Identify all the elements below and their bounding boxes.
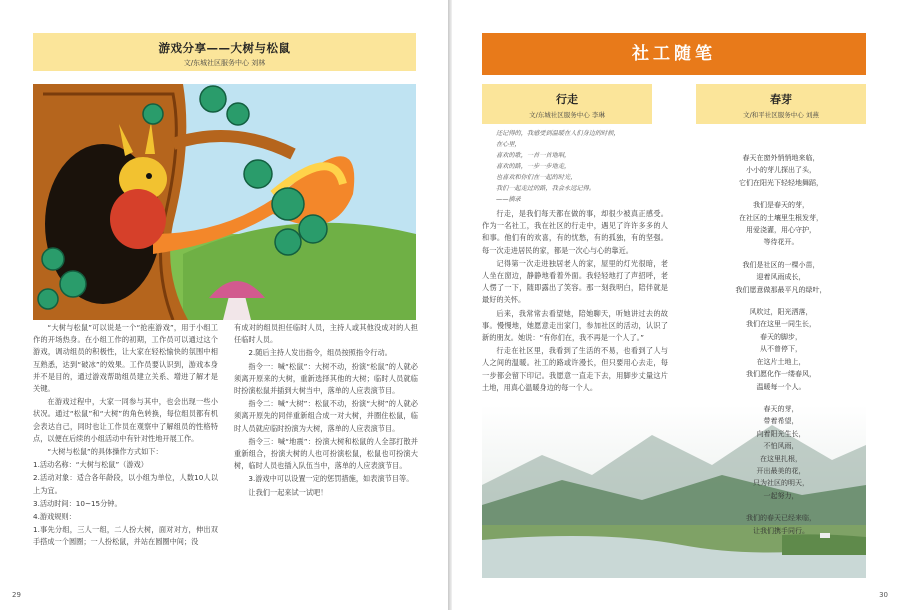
left-column-2	[234, 322, 418, 500]
poem-line: 我们愿意做那最平凡的绿叶，	[735, 285, 827, 294]
paragraph: 3.游戏中可以设置一定的惩罚措施，如表演节目等。	[248, 474, 414, 484]
article2-poem	[696, 152, 866, 537]
article-header	[33, 33, 416, 71]
paragraph: 指令三：喊“地震”：扮演大树和松鼠的人全部打散并重新组合，扮演大树的人也可扮演松鼠，松鼠也可扮演大树，临时人员也插入队伍当中，落单的人应表演节目。	[234, 436, 418, 471]
poem-line: 在这里扎根，	[760, 454, 802, 463]
right-page	[452, 0, 900, 610]
paragraph: 2.随后主持人发出指令，组员按照指令行动。	[248, 348, 392, 358]
article2-title: 春芽	[770, 93, 792, 106]
paragraph: 行走在社区里，我看到了生活的不易，也看到了人与人之间的温暖。社工的路或许漫长，但只要用心去走，每一步都会留下印记。我愿意一直走下去，用脚步丈量这片土地，用真心温暖身边的每一个人。	[482, 346, 668, 392]
poem-line: 也喜欢和你们在一起的时光，	[496, 174, 577, 181]
poem-line: 我们愿化作一缕春风，	[746, 370, 816, 379]
poem-line: 还记得的，我感受到温暖在人们身边的时候，	[496, 130, 620, 137]
paragraph: “大树与松鼠”可以说是一个“抢座游戏”，用于小组工作的开场热身。在小组工作的初期，工作员可以通过这个游戏，调动组员的积极性，让大家在轻松愉快的氛围中相互熟悉，达到“破冰”的效果。工作员要认识到，游戏本身并不是目的，通过游戏帮助组员建立关系、增进了解才是关键。	[33, 323, 218, 394]
poem-line: 春天的脚步，	[760, 332, 802, 341]
list-item: 2.活动对象：适合各年龄段，以小组为单位，人数10人以上为宜。	[33, 473, 218, 495]
page-number: 30	[879, 591, 888, 599]
page-number: 29	[12, 591, 21, 599]
stanza-gap	[696, 249, 866, 259]
paragraph: 指令二：喊“大树”：松鼠不动，扮演“大树”的人就必须离开原先的同伴重新组合成一对大树，并圈住松鼠，临时人员就应临时扮演为大树，落单的人应表演节目。	[234, 399, 418, 433]
stanza-gap	[696, 502, 866, 512]
tree-squirrel-painting	[33, 84, 416, 320]
poem-line: 在心里，	[496, 141, 521, 148]
poem-line: 风吹过，阳光洒落，	[749, 308, 813, 317]
poem-line: 温暖每一个人。	[756, 382, 806, 391]
paragraph: 行走，是我们每天都在做的事，却很少被真正感受。作为一名社工，我在社区的行走中，遇见了许许多多的人和事。他们有的欢喜，有的忧愁，有的孤独，有的坚强。每一次走进居民的家，都是一次心与心的靠近。	[482, 209, 668, 255]
poem-line: ——摘录	[496, 196, 521, 203]
list-item: 4.游戏规则：	[33, 512, 76, 522]
poem-line: 开出最美的花，	[756, 466, 806, 475]
poem-line: 我们是社区的一棵小苗，	[742, 260, 820, 269]
poem-line: 不怕风雨，	[763, 442, 799, 451]
article1-header	[482, 84, 652, 124]
poem-line: 等待花开。	[763, 238, 799, 247]
article2-byline: 文/和平社区服务中心 刘燕	[743, 111, 819, 119]
poem-line: 我们的春天已经来临，	[746, 514, 816, 523]
poem-line: 喜欢的歌，一首一首地唱，	[496, 152, 571, 159]
painting-illustration	[33, 84, 416, 320]
list-item: 1.活动名称：“大树与松鼠”（游戏）	[33, 460, 148, 470]
list-item: 3.活动时间：10~15分钟。	[33, 498, 122, 508]
poem-line: 带着希望，	[763, 417, 799, 426]
paragraph: 在游戏过程中，大家一同参与其中，也会出现一些小状况。通过“松鼠”和“大树”的角色转换，每位组员都有机会表达自己，同时也让工作员在观察中了解组员的性格特点，以便在后续的小组活动中有针对性地开展工作。	[33, 397, 218, 443]
article1-title: 行走	[556, 93, 578, 106]
poem-line: 它们在阳光下轻轻地舞蹈，	[739, 178, 823, 187]
article-byline: 文/东城社区服务中心 刘林	[183, 59, 266, 67]
poem-line: 喜欢的路，一步一步地走，	[496, 163, 571, 170]
stanza-gap	[696, 393, 866, 403]
poem-line: 只为社区的明天，	[753, 479, 809, 488]
article1-epigraph	[496, 128, 656, 205]
poem-line: 春天的芽，	[763, 404, 799, 413]
left-column-1	[33, 322, 218, 550]
section-banner: 社工随笔	[482, 33, 866, 75]
poem-line: 在这片土地上，	[756, 357, 806, 366]
stanza-gap	[696, 189, 866, 199]
stanza-gap	[696, 296, 866, 306]
article1-body	[482, 208, 668, 395]
paragraph: 有成对的组员担任临时人员，主持人或其他没成对的人担任临时人员。	[234, 323, 418, 345]
list-item: 1.事先分组，三人一组，二人扮大树，面对对方，伸出双手搭成一个圆圈；一人扮松鼠，并站在圆圈中间；没	[33, 525, 218, 547]
paragraph: 记得第一次走进独居老人的家，屋里的灯光很暗，老人坐在窗边，静静地看着外面。我轻轻地打了声招呼，老人愣了一下，随即露出了笑容。那一刻我明白，陪伴就是最好的关怀。	[482, 258, 668, 305]
article-title: 游戏分享——大树与松鼠	[158, 41, 291, 55]
paragraph: 让我们一起来试一试吧！	[248, 487, 328, 497]
paragraph: 指令一：喊“松鼠”：大树不动，扮演“松鼠”的人就必须离开原来的大树，重新选择其他的大树；临时人员就临时扮演松鼠并插到大树当中，落单的人应表演节目。	[234, 361, 418, 396]
poem-line: 我们在这里一同生长，	[746, 320, 816, 329]
article1-byline: 文/东城社区服务中心 李琳	[529, 111, 605, 119]
article2-header	[696, 84, 866, 124]
poem-line: 在社区的土壤里生根发芽，	[739, 213, 823, 222]
poem-line: 向着阳光生长，	[756, 429, 806, 438]
paragraph: 后来，我常常去看望她，陪她聊天，听她讲过去的故事。慢慢地，她愿意走出家门，参加社区的活动，认识了新的朋友。她说：“有你们在，我不再是一个人了。”	[482, 308, 668, 343]
poem-line: 春天在窗外悄悄地来临，	[742, 154, 820, 162]
poem-line: 迎着风雨成长，	[756, 273, 806, 282]
poem-line: 用爱浇灌，用心守护，	[746, 226, 816, 235]
left-page	[0, 0, 448, 610]
poem-line: 让我们携手同行。	[753, 526, 809, 535]
poem-line: 我们是春天的芽，	[753, 201, 809, 210]
poem-line: 从不曾停下，	[760, 345, 802, 354]
poem-line: 小小的芽儿探出了头，	[746, 166, 816, 175]
poem-line: 一起努力，	[763, 491, 799, 500]
paragraph: “大树与松鼠”的具体操作方式如下：	[47, 447, 163, 457]
poem-line: 我们一起走过的路，我会永远记得。	[496, 185, 595, 192]
